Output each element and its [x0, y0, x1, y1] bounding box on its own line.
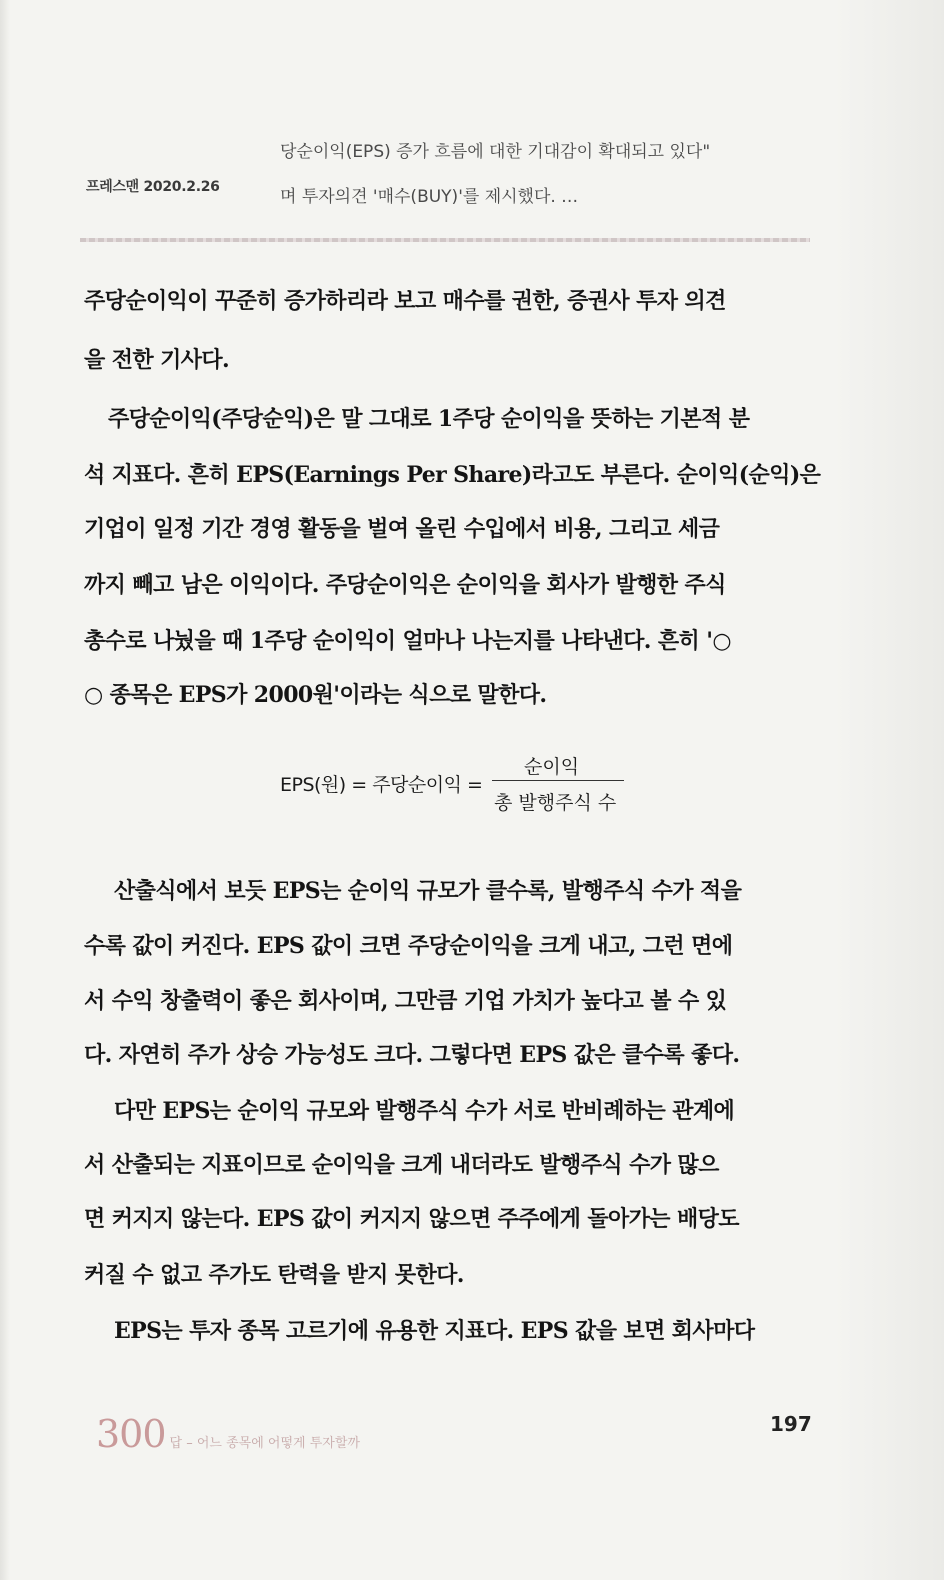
paragraph-line: 석 지표다. 흔히 EPS(Earnings Per Share)라고도 부른다. 순이익(순익)은: [84, 462, 821, 488]
fraction-bar: [492, 780, 624, 781]
paragraph-line: 다만 EPS는 순이익 규모와 발행주식 수가 서로 반비례하는 관계에: [114, 1098, 735, 1124]
paragraph-line: 커질 수 없고 주가도 탄력을 받지 못한다.: [84, 1262, 464, 1288]
paragraph-line: ○ 종목은 EPS가 2000원'이라는 식으로 말한다.: [84, 682, 547, 708]
paragraph-line: 까지 빼고 남은 이익이다. 주당순이익은 순이익을 회사가 발행한 주식: [84, 572, 726, 598]
page-number: 197: [770, 1412, 812, 1436]
paragraph-line: 산출식에서 보듯 EPS는 순이익 규모가 클수록, 발행주식 수가 적을: [114, 878, 742, 904]
page-shadow: [834, 0, 944, 1580]
paragraph-line: 서 산출되는 지표이므로 순이익을 크게 내더라도 발행주식 수가 많으: [84, 1152, 719, 1178]
formula-numerator: 순이익: [524, 756, 580, 778]
quote-source: 프레스맨 2020.2.26: [86, 179, 220, 195]
book-footer: [96, 1412, 360, 1456]
paragraph-line: 주당순이익(주당순익)은 말 그대로 1주당 순이익을 뜻하는 기본적 분: [108, 406, 750, 432]
paragraph-line: 다. 자연히 주가 상승 가능성도 크다. 그렇다면 EPS 값은 클수록 좋다.: [84, 1042, 740, 1068]
paragraph-line: 주당순이익이 꾸준히 증가하리라 보고 매수를 권한, 증권사 투자 의견: [84, 288, 726, 314]
paragraph-line: 서 수익 창출력이 좋은 회사이며, 그만큼 기업 가치가 높다고 볼 수 있: [84, 988, 727, 1014]
quote-line: 며 투자의견 '매수(BUY)'를 제시했다. …: [280, 187, 579, 207]
book-number: 300: [96, 1412, 166, 1456]
page-edge: [0, 0, 10, 1580]
quote-divider: [80, 238, 810, 242]
paragraph-line: 총수로 나눴을 때 1주당 순이익이 얼마나 나는지를 나타낸다. 흔히 '○: [84, 628, 731, 654]
paragraph-line: 기업이 일정 기간 경영 활동을 벌여 올린 수입에서 비용, 그리고 세금: [84, 516, 720, 542]
paragraph-line: 을 전한 기사다.: [84, 347, 230, 373]
book-title: 답 – 어느 종목에 어떻게 투자할까: [169, 1436, 360, 1451]
quote-line: 당순이익(EPS) 증가 흐름에 대한 기대감이 확대되고 있다": [280, 142, 711, 162]
quote-text: [280, 130, 820, 220]
formula-denominator: 총 발행주식 수: [494, 792, 617, 814]
formula-lhs: EPS(원) = 주당순이익 =: [280, 774, 483, 796]
paragraph-line: 면 커지지 않는다. EPS 값이 커지지 않으면 주주에게 돌아가는 배당도: [84, 1206, 739, 1232]
paragraph-line: EPS는 투자 종목 고르기에 유용한 지표다. EPS 값을 보면 회사마다: [114, 1318, 755, 1344]
paragraph-line: 수록 값이 커진다. EPS 값이 크면 주당순이익을 크게 내고, 그런 면에: [84, 933, 733, 959]
